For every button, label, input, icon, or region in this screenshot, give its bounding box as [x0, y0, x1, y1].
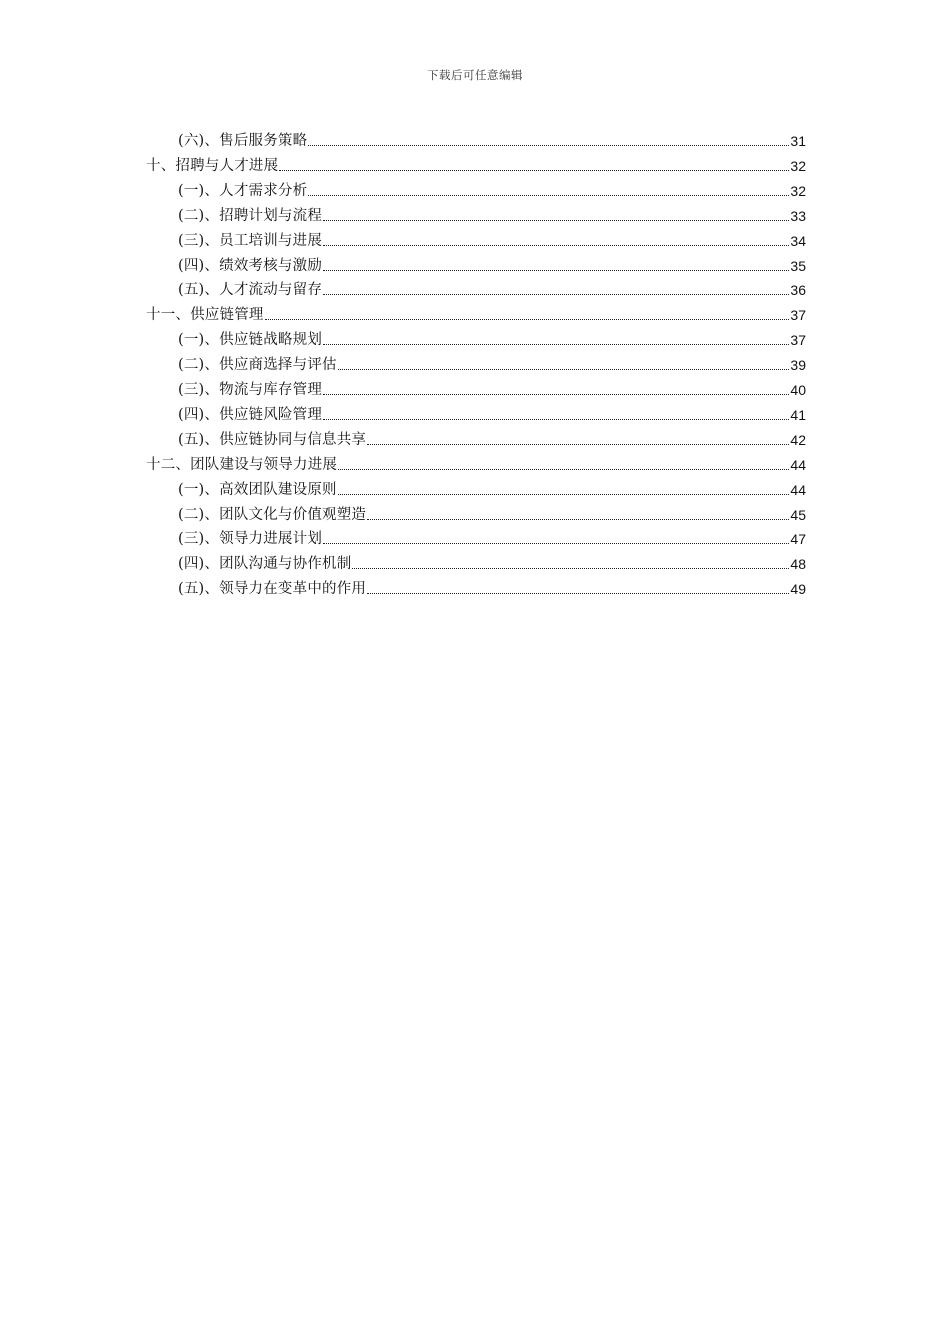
toc-entry-title: (六)、售后服务策略	[178, 133, 308, 149]
toc-dot-leader	[323, 244, 789, 246]
toc-page-number: 40	[790, 382, 806, 398]
toc-page-number: 48	[790, 556, 806, 573]
toc-entry-title: (二)、团队文化与价值观塑造	[178, 506, 367, 523]
toc-section-entry[interactable]	[178, 375, 806, 399]
toc-entry-title: (三)、员工培训与进展	[178, 232, 323, 249]
toc-dot-leader	[323, 219, 789, 221]
toc-section-entry[interactable]	[178, 275, 806, 299]
page-header: 下载后可任意编辑	[427, 68, 523, 82]
toc-chapter-entry[interactable]	[146, 450, 806, 474]
toc-entry-title: 十、招聘与人才进展	[146, 157, 279, 174]
toc-page-number: 37	[790, 307, 806, 324]
toc-section-entry[interactable]	[178, 126, 806, 150]
toc-dot-leader	[323, 343, 789, 345]
toc-section-entry[interactable]	[178, 251, 806, 275]
toc-page-number: 42	[790, 431, 806, 448]
toc-chapter-entry[interactable]	[146, 151, 806, 175]
toc-entry-title: 十二、团队建设与领导力进展	[146, 456, 338, 473]
toc-section-entry[interactable]	[178, 350, 806, 374]
toc-page-number: 47	[790, 531, 806, 548]
toc-dot-leader	[352, 567, 789, 569]
toc-section-entry[interactable]	[178, 574, 806, 598]
toc-dot-leader	[367, 592, 789, 594]
toc-section-entry[interactable]	[178, 400, 806, 424]
toc-page-number: 35	[790, 257, 806, 274]
toc-dot-leader	[367, 518, 789, 520]
toc-dot-leader	[367, 443, 789, 445]
toc-entry-title: (二)、招聘计划与流程	[178, 207, 323, 224]
toc-section-entry[interactable]	[178, 524, 806, 548]
toc-entry-title: (四)、团队沟通与协作机制	[178, 556, 352, 573]
toc-page-number: 33	[790, 207, 806, 224]
toc-page-number: 34	[790, 232, 806, 249]
toc-dot-leader	[308, 194, 789, 196]
toc-dot-leader	[308, 144, 789, 146]
toc-page-number: 37	[790, 332, 806, 349]
toc-section-entry[interactable]	[178, 226, 806, 250]
toc-entry-title: (五)、人才流动与留存	[178, 282, 323, 299]
toc-dot-leader	[323, 418, 789, 420]
toc-page-number: 41	[790, 406, 806, 423]
toc-dot-leader	[323, 293, 789, 295]
toc-page-number: 39	[790, 357, 806, 374]
toc-dot-leader	[265, 318, 790, 320]
toc-entry-title: (五)、供应链协同与信息共享	[178, 431, 367, 448]
toc-section-entry[interactable]	[178, 201, 806, 225]
toc-section-entry[interactable]	[178, 500, 806, 524]
toc-section-entry[interactable]	[178, 549, 806, 573]
toc-entry-title: (三)、领导力进展计划	[178, 531, 323, 548]
toc-page-number: 36	[790, 282, 806, 299]
toc-entry-title: (一)、高效团队建设原则	[178, 481, 337, 498]
toc-entry-title: (一)、供应链战略规划	[178, 332, 323, 349]
toc-dot-leader	[323, 269, 789, 271]
toc-section-entry[interactable]	[178, 425, 806, 449]
toc-entry-title: (五)、领导力在变革中的作用	[178, 581, 367, 598]
toc-entry-title: (四)、绩效考核与激励	[178, 257, 323, 274]
toc-dot-leader	[323, 542, 789, 544]
toc-entry-title: (三)、物流与库存管理	[178, 382, 323, 398]
toc-page-number: 45	[790, 506, 806, 523]
toc-page-number: 49	[790, 581, 806, 598]
toc-page-number: 44	[790, 481, 806, 498]
toc-section-entry[interactable]	[178, 325, 806, 349]
toc-entry-title: 十一、供应链管理	[146, 307, 264, 324]
toc-page-number: 32	[790, 157, 806, 174]
toc-page-number: 44	[790, 456, 806, 473]
toc-dot-leader	[338, 468, 789, 470]
toc-page-number: 32	[790, 182, 806, 199]
toc-section-entry[interactable]	[178, 176, 806, 200]
toc-entry-title: (二)、供应商选择与评估	[178, 357, 337, 374]
toc-dot-leader	[338, 493, 790, 495]
toc-entry-title: (一)、人才需求分析	[178, 182, 308, 199]
toc-section-entry[interactable]	[178, 475, 806, 499]
toc-chapter-entry[interactable]	[146, 300, 806, 324]
toc-dot-leader	[323, 393, 789, 395]
toc-page-number: 31	[790, 133, 806, 149]
toc-dot-leader	[338, 368, 790, 370]
toc-dot-leader	[279, 169, 789, 171]
toc-entry-title: (四)、供应链风险管理	[178, 406, 323, 423]
